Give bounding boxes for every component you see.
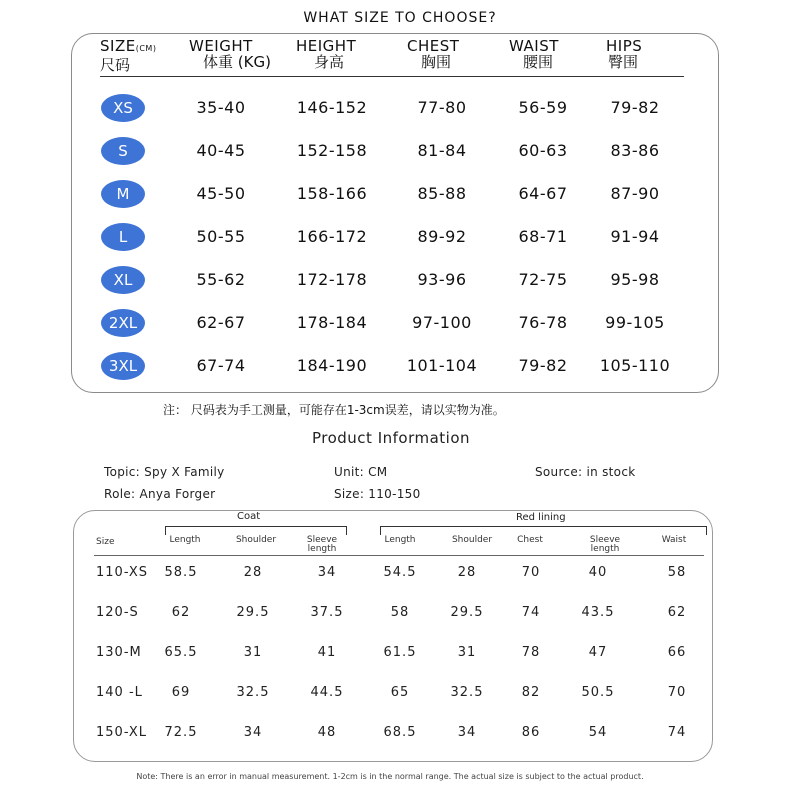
col-size: Size (96, 537, 115, 547)
header-chest: CHEST 胸围 (407, 37, 460, 71)
lining-sleeve-cell: 47 (588, 645, 608, 660)
measure-size: 140 -L (96, 685, 143, 700)
coat-length-cell: 62 (171, 605, 191, 620)
coat-length-cell: 65.5 (164, 645, 198, 660)
lining-chest-cell: 74 (521, 605, 541, 620)
coat-shoulder-cell: 32.5 (236, 685, 270, 700)
weight-cell: 40-45 (196, 141, 246, 160)
lining-waist-cell: 58 (667, 565, 687, 580)
header-divider (100, 76, 684, 77)
waist-cell: 60-63 (518, 141, 568, 160)
col-lining-chest: Chest (517, 535, 543, 545)
header-height: HEIGHT 身高 (296, 37, 357, 71)
lining-shoulder-cell: 32.5 (450, 685, 484, 700)
size-badge: XL (101, 266, 145, 294)
lining-length-cell: 65 (390, 685, 410, 700)
col-coat-shoulder: Shoulder (235, 535, 277, 545)
size-badge: XS (101, 94, 145, 122)
header-waist: WAIST 腰围 (509, 37, 559, 71)
lining-waist-cell: 62 (667, 605, 687, 620)
lining-bracket (380, 526, 707, 535)
lining-chest-cell: 86 (521, 725, 541, 740)
lining-shoulder-cell: 29.5 (450, 605, 484, 620)
waist-cell: 68-71 (518, 227, 568, 246)
size-chart-panel (71, 33, 719, 393)
chest-cell: 77-80 (417, 98, 467, 117)
measure-size: 150-XL (96, 725, 148, 740)
info-role: Role: Anya Forger (104, 487, 216, 501)
info-topic: Topic: Spy X Family (104, 465, 225, 479)
lining-sleeve-cell: 50.5 (581, 685, 615, 700)
lining-sleeve-cell: 40 (588, 565, 608, 580)
hips-cell: 87-90 (610, 184, 660, 203)
header-size: SIZE(CM) 尺码 (100, 37, 157, 74)
chest-cell: 101-104 (406, 356, 478, 375)
height-cell: 146-152 (296, 98, 368, 117)
coat-length-cell: 72.5 (164, 725, 198, 740)
col-lining-sleeve: Sleeve length (589, 535, 621, 554)
coat-sleeve-cell: 48 (317, 725, 337, 740)
lining-length-cell: 68.5 (383, 725, 417, 740)
height-cell: 184-190 (296, 356, 368, 375)
coat-sleeve-cell: 41 (317, 645, 337, 660)
coat-sleeve-cell: 44.5 (310, 685, 344, 700)
lining-shoulder-cell: 28 (457, 565, 477, 580)
lining-chest-cell: 78 (521, 645, 541, 660)
chest-cell: 93-96 (417, 270, 467, 289)
waist-cell: 64-67 (518, 184, 568, 203)
col-lining-length: Length (384, 535, 416, 545)
measurement-note-cn: 注： 尺码表为手工测量，可能存在1-3cm误差，请以实物为准。 (163, 403, 505, 417)
measure-size: 130-M (96, 645, 142, 660)
weight-cell: 62-67 (196, 313, 246, 332)
group-red-lining: Red lining (516, 512, 566, 523)
header-hips: HIPS 臀围 (606, 37, 643, 71)
weight-cell: 45-50 (196, 184, 246, 203)
waist-cell: 79-82 (518, 356, 568, 375)
height-cell: 166-172 (296, 227, 368, 246)
lining-waist-cell: 70 (667, 685, 687, 700)
col-coat-length: Length (169, 535, 201, 545)
waist-cell: 76-78 (518, 313, 568, 332)
weight-cell: 55-62 (196, 270, 246, 289)
coat-length-cell: 58.5 (164, 565, 198, 580)
info-source: Source: in stock (535, 465, 636, 479)
lining-sleeve-cell: 54 (588, 725, 608, 740)
lining-length-cell: 54.5 (383, 565, 417, 580)
size-guide-title: WHAT SIZE TO CHOOSE? (303, 10, 497, 26)
coat-length-cell: 69 (171, 685, 191, 700)
measure-header-divider (94, 555, 704, 556)
hips-cell: 83-86 (610, 141, 660, 160)
info-unit: Unit: CM (334, 465, 388, 479)
coat-shoulder-cell: 31 (243, 645, 263, 660)
height-cell: 172-178 (296, 270, 368, 289)
chest-cell: 85-88 (417, 184, 467, 203)
lining-waist-cell: 66 (667, 645, 687, 660)
lining-length-cell: 58 (390, 605, 410, 620)
product-info-title: Product Information (311, 429, 471, 447)
hips-cell: 79-82 (610, 98, 660, 117)
lining-chest-cell: 70 (521, 565, 541, 580)
chest-cell: 81-84 (417, 141, 467, 160)
coat-sleeve-cell: 34 (317, 565, 337, 580)
chest-cell: 89-92 (417, 227, 467, 246)
size-badge: M (101, 180, 145, 208)
lining-sleeve-cell: 43.5 (581, 605, 615, 620)
size-badge: 3XL (101, 352, 145, 380)
col-lining-shoulder: Shoulder (451, 535, 493, 545)
lining-chest-cell: 82 (521, 685, 541, 700)
header-weight: WEIGHT 体重 (KG) (189, 37, 271, 71)
size-badge: 2XL (101, 309, 145, 337)
size-badge: L (101, 223, 145, 251)
waist-cell: 56-59 (518, 98, 568, 117)
chest-cell: 97-100 (412, 313, 472, 332)
weight-cell: 35-40 (196, 98, 246, 117)
col-lining-waist: Waist (661, 535, 687, 545)
measure-size: 110-XS (96, 565, 149, 580)
info-size: Size: 110-150 (334, 487, 421, 501)
coat-shoulder-cell: 29.5 (236, 605, 270, 620)
size-badge: S (101, 137, 145, 165)
height-cell: 158-166 (296, 184, 368, 203)
hips-cell: 91-94 (610, 227, 660, 246)
lining-waist-cell: 74 (667, 725, 687, 740)
hips-cell: 95-98 (610, 270, 660, 289)
coat-shoulder-cell: 34 (243, 725, 263, 740)
waist-cell: 72-75 (518, 270, 568, 289)
weight-cell: 50-55 (196, 227, 246, 246)
measurement-note-en: Note: There is an error in manual measurement. 1-2cm is in the normal range. The actual size is subject to the actual product. (136, 772, 644, 781)
hips-cell: 99-105 (605, 313, 665, 332)
coat-sleeve-cell: 37.5 (310, 605, 344, 620)
lining-shoulder-cell: 31 (457, 645, 477, 660)
hips-cell: 105-110 (599, 356, 671, 375)
group-coat: Coat (237, 511, 261, 522)
coat-shoulder-cell: 28 (243, 565, 263, 580)
coat-bracket (165, 526, 347, 535)
height-cell: 178-184 (296, 313, 368, 332)
measure-size: 120-S (96, 605, 139, 620)
col-coat-sleeve: Sleeve length (306, 535, 338, 554)
lining-length-cell: 61.5 (383, 645, 417, 660)
weight-cell: 67-74 (196, 356, 246, 375)
height-cell: 152-158 (296, 141, 368, 160)
lining-shoulder-cell: 34 (457, 725, 477, 740)
